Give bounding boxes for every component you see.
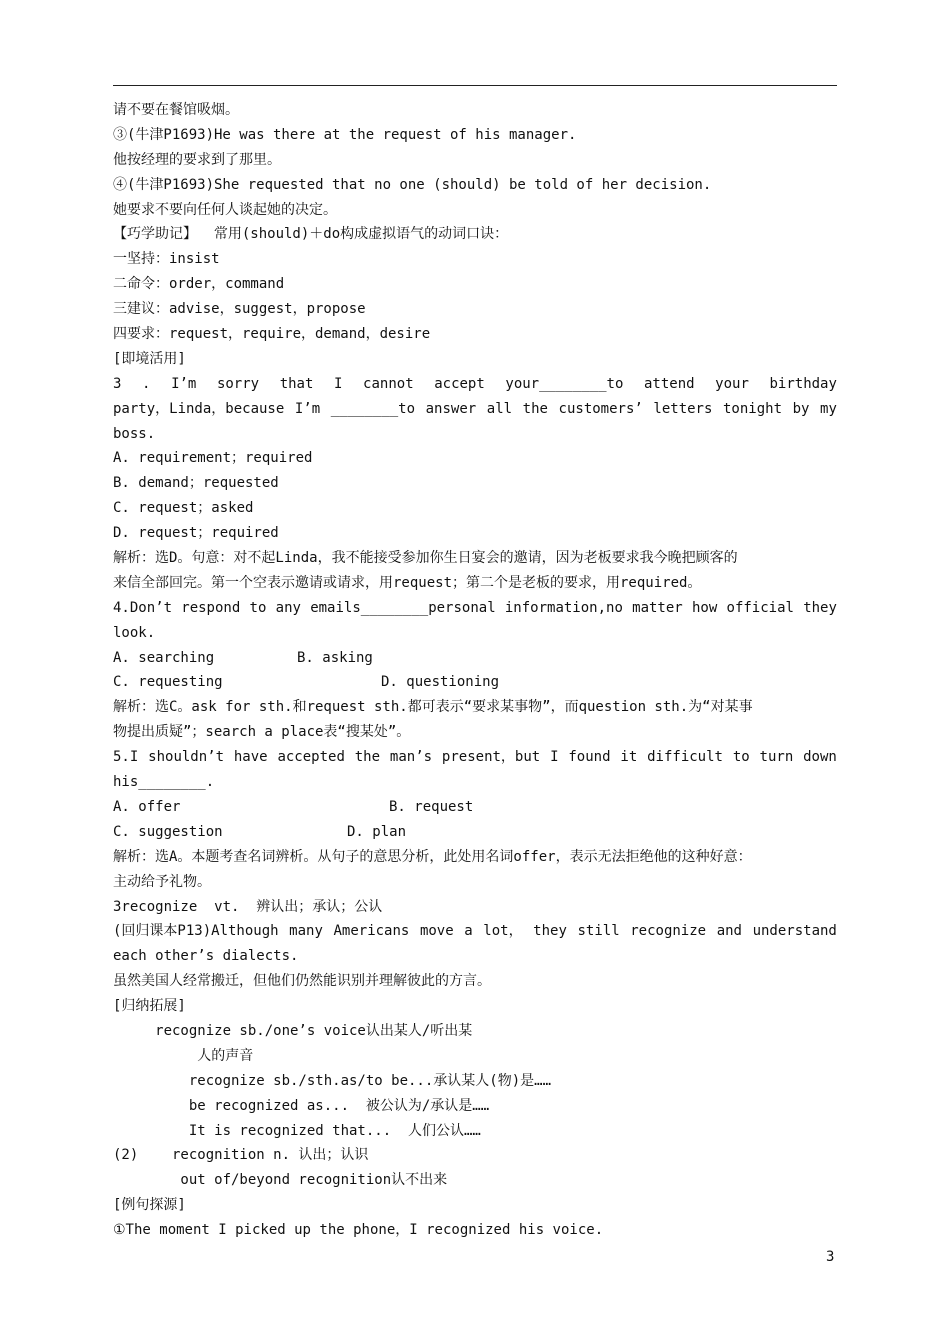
word: understand xyxy=(752,923,837,940)
question-3-line-3: boss. xyxy=(113,425,156,442)
word: (回归课本P13)Although xyxy=(113,923,279,940)
word: Americans xyxy=(333,923,410,940)
word: emails________personal xyxy=(310,599,496,616)
question-4-line-2: look. xyxy=(113,624,156,641)
explanation-line: 主动给予礼物。 xyxy=(113,873,211,890)
explanation-line: 来信全部回完。第一个空表示邀请或请求，用request；第二个是老板的要求，用required。 xyxy=(113,574,702,591)
word: the xyxy=(354,749,381,766)
textbook-sentence-line-2: each other’s dialects. xyxy=(113,948,299,965)
word: ________to xyxy=(330,400,416,417)
answer-option: A. requirement；required xyxy=(113,450,313,467)
word: respond xyxy=(181,599,241,616)
word: customers’ xyxy=(558,400,643,417)
header-rule xyxy=(113,85,837,86)
word: 4.Don’t xyxy=(113,599,173,616)
word: I xyxy=(550,749,559,766)
word: and xyxy=(716,923,742,940)
word: any xyxy=(275,599,301,616)
word: present，but xyxy=(441,749,541,766)
word: official xyxy=(726,599,794,616)
word: my xyxy=(820,400,837,417)
word: how xyxy=(691,599,718,616)
word: I’m xyxy=(171,375,197,392)
options-row xyxy=(113,820,837,845)
question-3-line-2 xyxy=(113,397,837,422)
word: tonight xyxy=(723,400,783,417)
translation-line: 他按经理的要求到了那里。 xyxy=(113,151,281,168)
word: shouldn’t xyxy=(148,749,225,766)
explanation-line: 物提出质疑”；search a place表“搜某处”。 xyxy=(113,724,411,741)
phrase-line: out of/beyond recognition认不出来 xyxy=(113,1172,448,1189)
section-heading: [例句探源] xyxy=(113,1197,186,1214)
textbook-sentence-line-1 xyxy=(113,919,837,944)
word: matter xyxy=(632,599,683,616)
word: they xyxy=(803,599,837,616)
explanation-line: 解析：选D。句意：对不起Linda，我不能接受参加你生日宴会的邀请，因为老板要求我今晚把顾客的 xyxy=(113,550,738,567)
text-line: 请不要在餐馆吸烟。 xyxy=(113,102,239,118)
answer-option: C. suggestion xyxy=(113,823,223,840)
word: man’s xyxy=(389,749,433,766)
question-4-line-1 xyxy=(113,596,837,621)
phrase-line: (2) recognition n. 认出；认识 xyxy=(113,1147,369,1164)
word: it xyxy=(620,749,638,766)
word: many xyxy=(289,923,323,940)
phrase-line: It is recognized that... 人们公认…… xyxy=(113,1122,481,1139)
word: 5.I xyxy=(113,749,139,766)
page-body xyxy=(113,98,837,1243)
word: found xyxy=(568,749,611,766)
word: I xyxy=(334,375,343,392)
word: sorry xyxy=(216,375,260,392)
answer-option: D. plan xyxy=(347,823,407,840)
word: that xyxy=(279,375,314,392)
word: letters xyxy=(653,400,713,417)
memory-tip-heading: 【巧学助记】 常用(should)＋do构成虚拟语气的动词口诀： xyxy=(113,226,509,243)
phrase-line: 人的声音 xyxy=(113,1047,254,1064)
word: all xyxy=(486,400,513,417)
section-heading: [归纳拓展] xyxy=(113,998,186,1015)
answer-option: D. request；required xyxy=(113,525,279,542)
mnemonic-line: 四要求：request，require，demand，desire xyxy=(113,326,431,343)
mnemonic-line: 一坚持：insist xyxy=(113,251,220,268)
word: answer xyxy=(425,400,477,417)
word: your________to xyxy=(505,375,624,392)
word: down xyxy=(803,749,837,766)
word: still xyxy=(577,923,620,940)
example-sentence: ④(牛津P1693)She requested that no one (should) be told of her decision. xyxy=(113,176,712,193)
word: recognize xyxy=(630,923,707,940)
mnemonic-line: 二命令：order，command xyxy=(113,276,285,293)
word: 3 xyxy=(113,375,122,392)
example-sentence: ①The moment I picked up the phone，I recognized his voice. xyxy=(113,1222,604,1239)
word: a xyxy=(464,923,473,940)
answer-option: D. questioning xyxy=(381,674,500,691)
answer-option: B. asking xyxy=(297,649,373,666)
word: have xyxy=(233,749,268,766)
word: attend xyxy=(644,375,695,392)
word: birthday xyxy=(769,375,837,392)
word: turn xyxy=(759,749,794,766)
options-row xyxy=(113,646,837,671)
question-5-line-1 xyxy=(113,745,837,770)
word: they xyxy=(533,923,567,940)
word: move xyxy=(419,923,454,940)
example-sentence: ③(牛津P1693)He was there at the request of his manager. xyxy=(113,126,577,143)
phrase-line: recognize sb./one’s voice认出某人/听出某 xyxy=(113,1022,473,1039)
phrase-line: recognize sb./sth.as/to be...承认某人(物)是…… xyxy=(113,1072,552,1089)
options-row xyxy=(113,670,837,695)
word: accepted xyxy=(277,749,345,766)
answer-option: A. searching xyxy=(113,649,215,666)
word: to xyxy=(732,749,750,766)
word: cannot xyxy=(363,375,414,392)
word: difficult xyxy=(647,749,723,766)
question-3-line-1 xyxy=(113,372,837,397)
answer-option: B. demand；requested xyxy=(113,475,279,492)
word: the xyxy=(522,400,548,417)
answer-option: C. request；asked xyxy=(113,500,254,517)
question-5-line-2: his________. xyxy=(113,774,215,791)
word: party，Linda，because xyxy=(113,400,285,417)
section-heading: [即境活用] xyxy=(113,350,186,367)
word: to xyxy=(249,599,267,616)
answer-option: C. requesting xyxy=(113,674,223,691)
word: accept xyxy=(434,375,485,392)
word: . xyxy=(142,375,151,392)
answer-option: A. offer xyxy=(113,798,181,815)
answer-option: B. request xyxy=(389,798,474,815)
page-number: 3 xyxy=(826,1249,835,1265)
phrase-line: be recognized as... 被公认为/承认是…… xyxy=(113,1097,490,1114)
word: your xyxy=(715,375,749,392)
translation-line: 她要求不要向任何人谈起她的决定。 xyxy=(113,201,337,218)
word: lot， xyxy=(483,923,523,940)
options-row xyxy=(113,795,837,820)
mnemonic-line: 三建议：advise，suggest，propose xyxy=(113,301,366,318)
explanation-line: 解析：选A。本题考查名词辨析。从句子的意思分析，此处用名词offer，表示无法拒绝他的这种好意： xyxy=(113,848,752,865)
translation-line: 虽然美国人经常搬迁，但他们仍然能识别并理解彼此的方言。 xyxy=(113,973,491,990)
word: I’m xyxy=(294,400,321,417)
vocab-heading: 3recognize vt. 辨认出；承认；公认 xyxy=(113,898,383,915)
explanation-line: 解析：选C。ask for sth.和request sth.都可表示“要求某事物”，而question sth.为“对某事 xyxy=(113,699,753,716)
word: by xyxy=(792,400,810,417)
word: information,no xyxy=(504,599,623,616)
